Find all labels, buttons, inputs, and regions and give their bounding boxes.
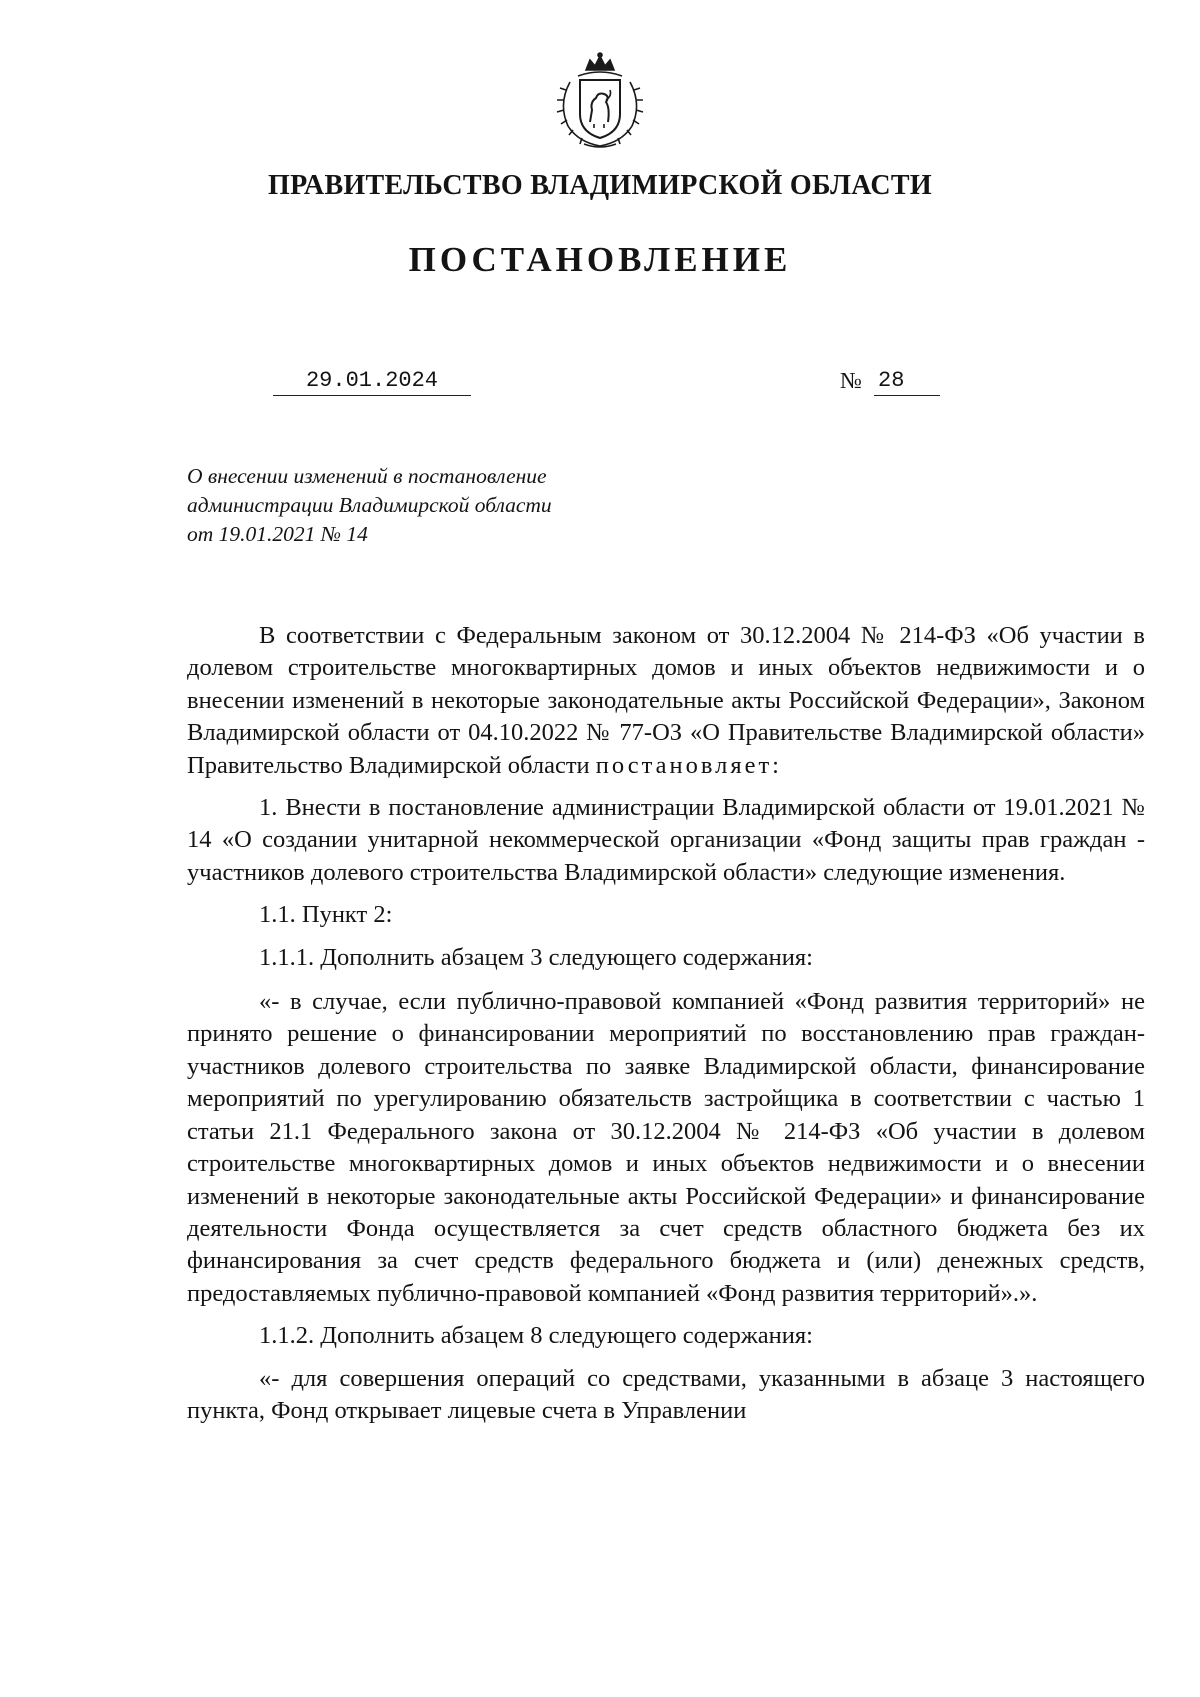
subject-line: О внесении изменений в постановление: [187, 464, 547, 488]
item-1-1-1-paragraph: 1.1.1. Дополнить абзацем 3 следующего содержания:: [259, 943, 813, 971]
document-body: [187, 620, 1145, 1427]
preamble-text: В соответствии с Федеральным законом от 30.12.2004 № 214-ФЗ «Об участии в долевом строительстве многоквартирных домов и иных объектов недвижимости и о внесении изменений в некоторые законодательные акты Российской Федерации», Законом Владимирской области от 04.10.2022 № 77-ОЗ «О Правительстве Владимирской области» Правительство Владимирской области: [187, 622, 1145, 779]
decree-word: постановляет:: [595, 751, 782, 779]
coat-of-arms-icon: [548, 52, 652, 150]
preamble-paragraph: [187, 620, 1145, 782]
subject-line: администрации Владимирской области: [187, 493, 552, 517]
subject-line: от 19.01.2021 № 14: [187, 522, 368, 546]
organization-title: ПРАВИТЕЛЬСТВО ВЛАДИМИРСКОЙ ОБЛАСТИ: [268, 170, 932, 201]
document-type-title: ПОСТАНОВЛЕНИЕ: [408, 240, 792, 279]
document-subject: [187, 462, 552, 549]
item-1-1-2-text: «- для совершения операций со средствами, указанными в абзаце 3 настоящего пункта, Фонд открывает лицевые счета в Управлении: [187, 1364, 1145, 1424]
item-1-1-2-paragraph: 1.1.2. Дополнить абзацем 8 следующего содержания:: [259, 1322, 813, 1350]
number-label: №: [840, 368, 862, 393]
item-1-1-paragraph: 1.1. Пункт 2:: [259, 901, 393, 929]
item-1-paragraph: 1. Внести в постановление администрации Владимирской области от 19.01.2021 № 14 «О создании унитарной некоммерческой организации «Фонд защиты прав граждан - участников долевого строительства Владимирской области» следующие изменения.: [187, 794, 1145, 886]
document-date: 29.01.2024: [273, 368, 471, 396]
item-1-1-1-text: «- в случае, если публично-правовой компанией «Фонд развития территорий» не принято решение о финансировании мероприятий по восстановлению прав граждан-участников долевого строительства по заявке Владимирской области, финансирование мероприятий по урегулированию обязательств застройщика в соответствии с частью 1 статьи 21.1 Федерального закона от 30.12.2004 № 214-ФЗ «Об участии в долевом строительстве многоквартирных домов и иных объектов недвижимости и о внесении изменений в некоторые законодательные акты Российской Федерации» и финансирование деятельности Фонда осуществляется за счет средств областного бюджета без их финансирования за счет средств федерального бюджета и (или) денежных средств, предоставляемых публично-правовой компанией «Фонд развития территорий».».: [187, 988, 1145, 1307]
document-number: 28: [874, 368, 940, 396]
